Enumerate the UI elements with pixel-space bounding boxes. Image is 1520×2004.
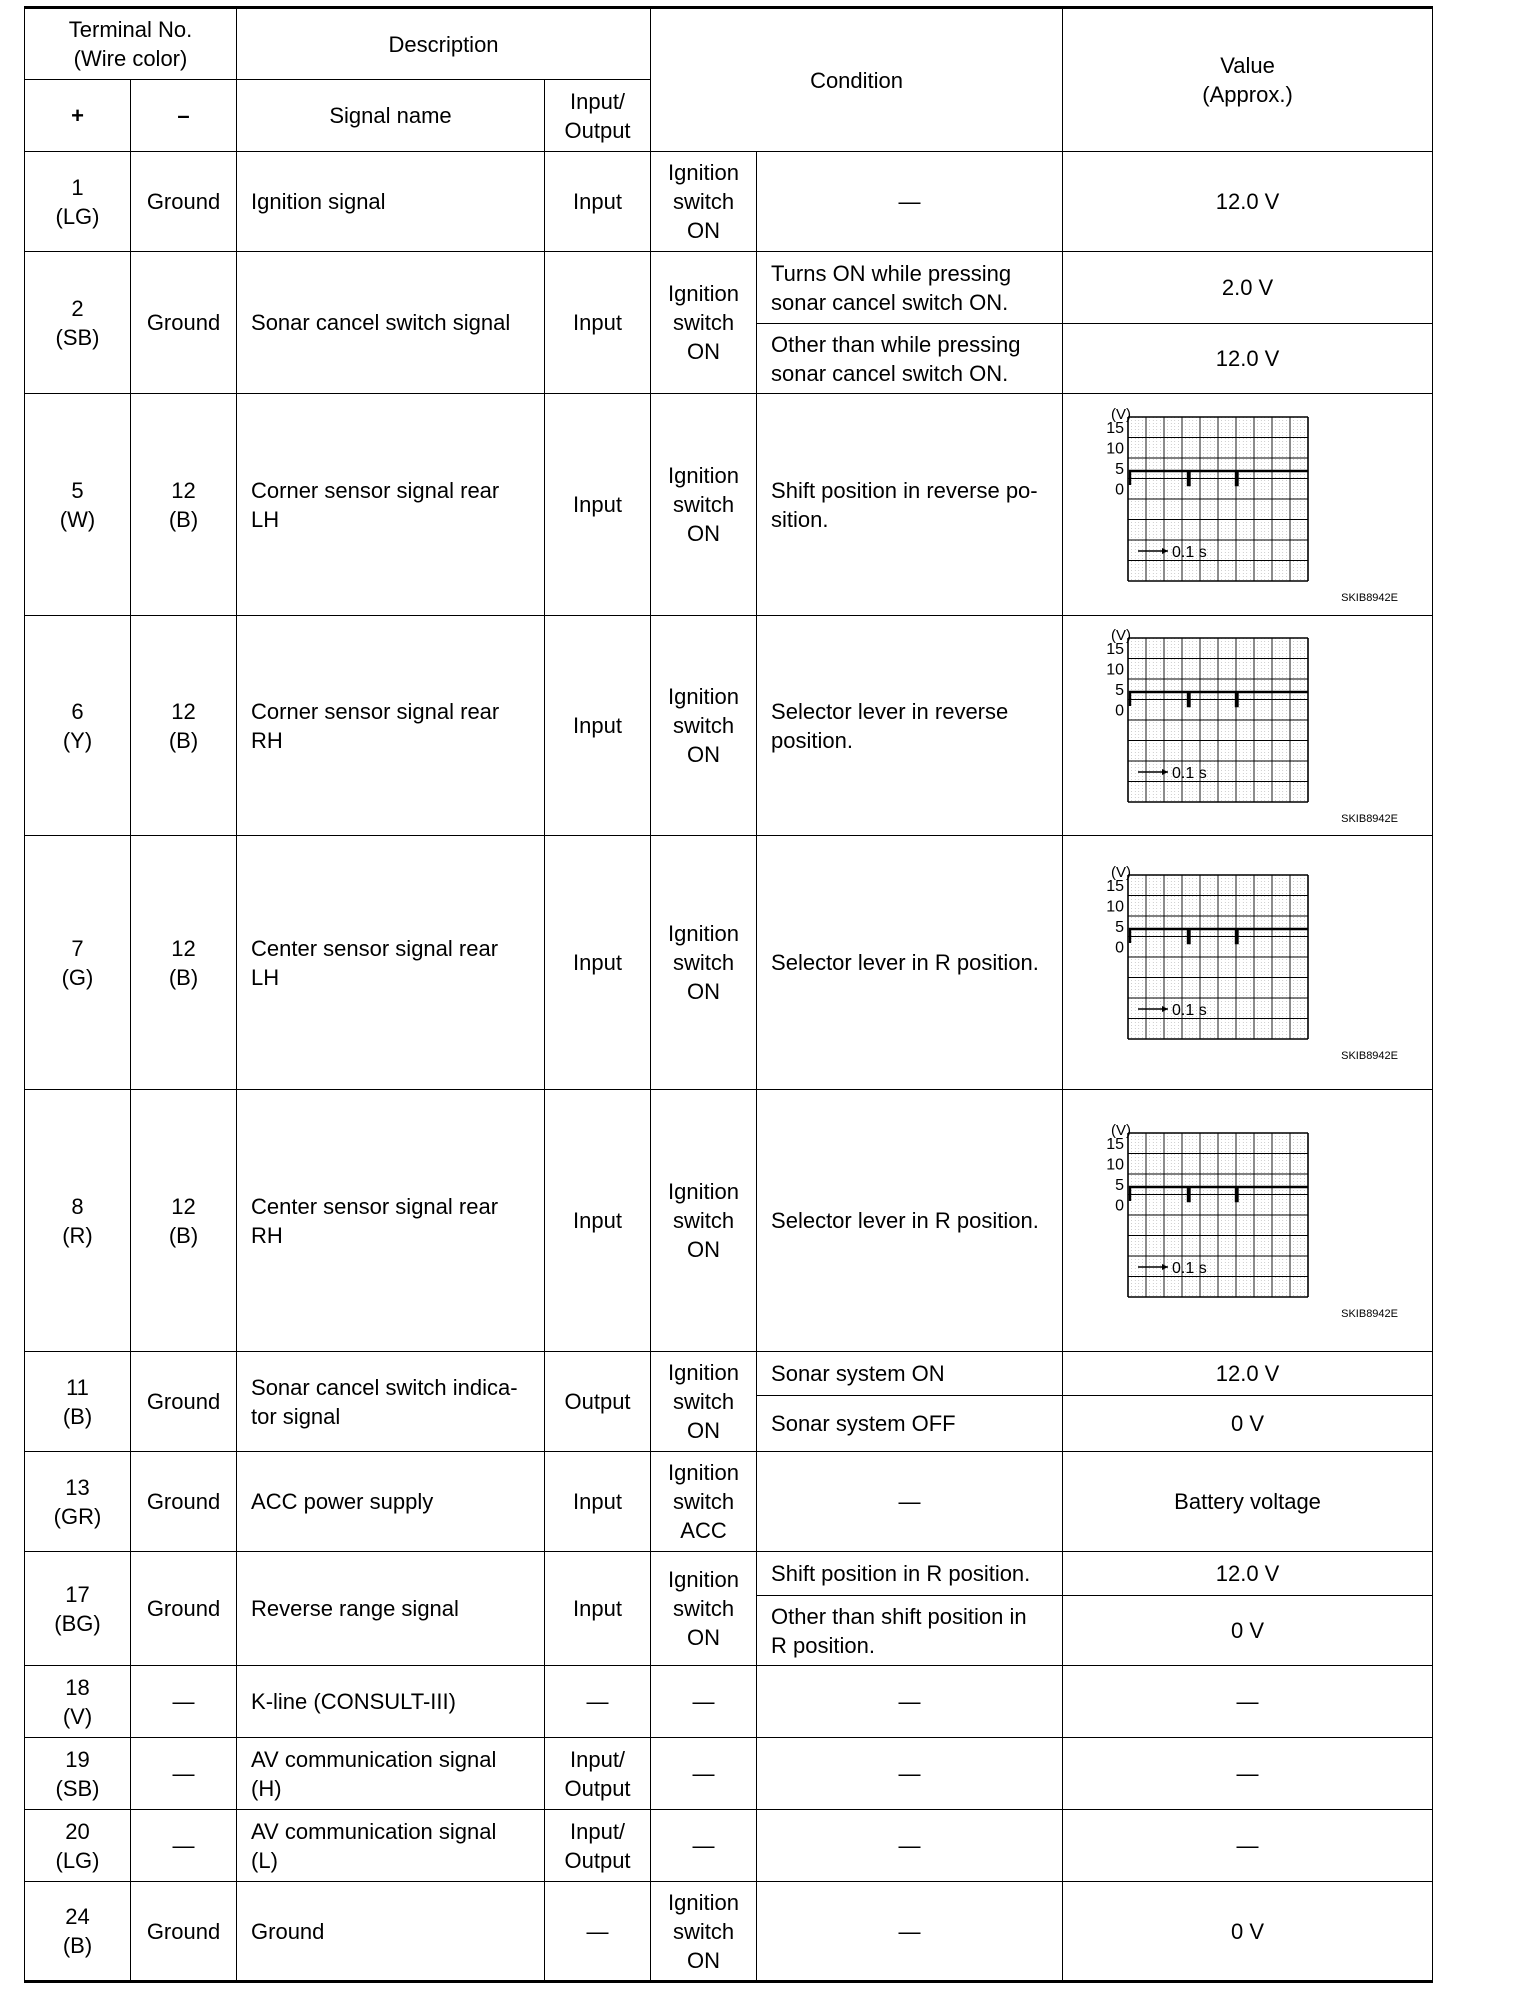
input-output-cell: Input: [545, 252, 651, 394]
scope-time-arrow: [1162, 1006, 1168, 1012]
scope-figure-code: SKIB8942E: [1340, 1307, 1398, 1320]
input-output-cell: Output: [545, 1352, 651, 1452]
input-output-cell: Input: [545, 616, 651, 836]
terminal-plus-cell: 24 (B): [25, 1882, 131, 1982]
terminal-minus-cell: Ground: [131, 1452, 237, 1552]
table-row: [25, 1090, 1433, 1352]
signal-name-cell: Center sensor signal rear RH: [237, 1090, 545, 1352]
input-output-cell: —: [545, 1666, 651, 1738]
condition-cell: Selector lever in R position.: [757, 836, 1063, 1090]
table-row: [25, 836, 1433, 1090]
scope-tick-label: 5: [1114, 1176, 1124, 1194]
waveform-scope: [1088, 863, 1408, 1063]
signal-name-cell: AV communication signal (L): [237, 1810, 545, 1882]
terminal-plus-cell: 2 (SB): [25, 252, 131, 394]
terminal-plus-cell: 5 (W): [25, 394, 131, 616]
waveform-scope: [1088, 626, 1408, 826]
ignition-switch-cell: Ignition switch ON: [651, 152, 757, 252]
condition-cell: Shift position in R position.: [757, 1552, 1063, 1596]
signal-name-cell: K-line (CONSULT-III): [237, 1666, 545, 1738]
scope-tick-label: 5: [1114, 918, 1124, 936]
table-body: [25, 152, 1433, 1982]
scope-unit-label: (V): [1110, 863, 1131, 881]
header-signal-name: Signal name: [237, 80, 545, 152]
value-cell: 2.0 V: [1063, 252, 1433, 324]
scope-time-arrow: [1162, 548, 1168, 554]
terminal-plus-cell: 18 (V): [25, 1666, 131, 1738]
condition-cell: Turns ON while pressing sonar cancel switch ON.: [757, 252, 1063, 324]
input-output-cell: Input: [545, 1090, 651, 1352]
terminal-plus-cell: 7 (G): [25, 836, 131, 1090]
condition-cell: Sonar system ON: [757, 1352, 1063, 1396]
terminal-minus-cell: Ground: [131, 152, 237, 252]
value-cell: Battery voltage: [1063, 1452, 1433, 1552]
table-row: [25, 1810, 1433, 1882]
terminal-plus-cell: 20 (LG): [25, 1810, 131, 1882]
header-input-output: Input/ Output: [545, 80, 651, 152]
signal-name-cell: AV communication signal (H): [237, 1738, 545, 1810]
table-row: [25, 394, 1433, 616]
condition-cell: —: [757, 1810, 1063, 1882]
terminal-table-page: [24, 6, 1432, 1983]
terminal-minus-cell: Ground: [131, 1882, 237, 1982]
ignition-switch-cell: Ignition switch ON: [651, 1352, 757, 1452]
scope-tick-label: 5: [1114, 681, 1124, 699]
value-cell: 12.0 V: [1063, 1552, 1433, 1596]
ignition-switch-cell: Ignition switch ON: [651, 836, 757, 1090]
header-plus: +: [25, 80, 131, 152]
scope-tick-label: 5: [1114, 460, 1124, 478]
terminal-minus-cell: 12 (B): [131, 616, 237, 836]
scope-tick-label: 15: [1105, 640, 1124, 658]
ignition-switch-cell: Ignition switch ACC: [651, 1452, 757, 1552]
scope-tick-label: 0: [1114, 702, 1124, 719]
value-cell: —: [1063, 1666, 1433, 1738]
signal-name-cell: Corner sensor signal rear LH: [237, 394, 545, 616]
value-waveform-cell: [1063, 836, 1433, 1090]
waveform-scope: [1088, 405, 1408, 605]
terminal-plus-cell: 19 (SB): [25, 1738, 131, 1810]
signal-name-cell: Reverse range signal: [237, 1552, 545, 1666]
condition-cell: —: [757, 1882, 1063, 1982]
waveform-scope: [1088, 1121, 1408, 1321]
scope-tick-label: 10: [1105, 440, 1124, 457]
terminal-minus-cell: 12 (B): [131, 836, 237, 1090]
condition-cell: Shift position in reverse po- sition.: [757, 394, 1063, 616]
header-description: Description: [237, 8, 651, 80]
terminal-minus-cell: 12 (B): [131, 1090, 237, 1352]
scope-tick-label: 10: [1105, 661, 1124, 678]
terminal-minus-cell: Ground: [131, 1352, 237, 1452]
header-value: Value (Approx.): [1063, 8, 1433, 152]
signal-name-cell: Ignition signal: [237, 152, 545, 252]
value-cell: —: [1063, 1738, 1433, 1810]
scope-time-label: 0.1 s: [1171, 764, 1207, 782]
condition-cell: —: [757, 1666, 1063, 1738]
terminal-plus-cell: 1 (LG): [25, 152, 131, 252]
scope-time-label: 0.1 s: [1171, 543, 1207, 561]
table-row: [25, 1552, 1433, 1596]
input-output-cell: Input: [545, 394, 651, 616]
value-cell: 12.0 V: [1063, 152, 1433, 252]
condition-cell: —: [757, 1452, 1063, 1552]
scope-unit-label: (V): [1110, 1121, 1131, 1139]
header-minus: –: [131, 80, 237, 152]
input-output-cell: Input: [545, 836, 651, 1090]
signal-name-cell: Ground: [237, 1882, 545, 1982]
terminal-minus-cell: Ground: [131, 1552, 237, 1666]
input-output-cell: Input/ Output: [545, 1810, 651, 1882]
table-row: [25, 616, 1433, 836]
scope-tick-label: 10: [1105, 1156, 1124, 1173]
scope-tick-label: 0: [1114, 481, 1124, 498]
ignition-switch-cell: Ignition switch ON: [651, 616, 757, 836]
signal-name-cell: Sonar cancel switch indica- tor signal: [237, 1352, 545, 1452]
ignition-switch-cell: Ignition switch ON: [651, 1882, 757, 1982]
ignition-switch-cell: Ignition switch ON: [651, 394, 757, 616]
table-row: [25, 1882, 1433, 1982]
input-output-cell: Input: [545, 1552, 651, 1666]
value-cell: —: [1063, 1810, 1433, 1882]
header-condition: Condition: [651, 8, 1063, 152]
terminal-plus-cell: 13 (GR): [25, 1452, 131, 1552]
scope-figure-code: SKIB8942E: [1340, 812, 1398, 825]
signal-name-cell: Center sensor signal rear LH: [237, 836, 545, 1090]
signal-name-cell: Sonar cancel switch signal: [237, 252, 545, 394]
ignition-switch-cell: —: [651, 1810, 757, 1882]
scope-figure-code: SKIB8942E: [1340, 1049, 1398, 1062]
scope-tick-label: 15: [1105, 1135, 1124, 1153]
condition-cell: Other than while pressing sonar cancel switch ON.: [757, 324, 1063, 394]
condition-cell: Selector lever in R position.: [757, 1090, 1063, 1352]
ignition-switch-cell: —: [651, 1666, 757, 1738]
scope-tick-label: 0: [1114, 939, 1124, 956]
input-output-cell: Input: [545, 152, 651, 252]
scope-tick-label: 15: [1105, 877, 1124, 895]
terminal-minus-cell: —: [131, 1810, 237, 1882]
ignition-switch-cell: Ignition switch ON: [651, 252, 757, 394]
table-row: [25, 1738, 1433, 1810]
scope-unit-label: (V): [1110, 405, 1131, 423]
terminal-plus-cell: 17 (BG): [25, 1552, 131, 1666]
terminal-minus-cell: —: [131, 1666, 237, 1738]
scope-time-label: 0.1 s: [1171, 1259, 1207, 1277]
terminal-plus-cell: 11 (B): [25, 1352, 131, 1452]
table-row: [25, 1452, 1433, 1552]
scope-tick-label: 15: [1105, 419, 1124, 437]
table-row: [25, 1352, 1433, 1396]
condition-cell: Selector lever in reverse position.: [757, 616, 1063, 836]
input-output-cell: Input/ Output: [545, 1738, 651, 1810]
scope-tick-label: 10: [1105, 898, 1124, 915]
input-output-cell: —: [545, 1882, 651, 1982]
value-waveform-cell: [1063, 616, 1433, 836]
scope-time-label: 0.1 s: [1171, 1001, 1207, 1019]
terminal-plus-cell: 6 (Y): [25, 616, 131, 836]
ignition-switch-cell: —: [651, 1738, 757, 1810]
signal-name-cell: ACC power supply: [237, 1452, 545, 1552]
value-cell: 0 V: [1063, 1396, 1433, 1452]
condition-cell: —: [757, 1738, 1063, 1810]
scope-tick-label: 0: [1114, 1197, 1124, 1214]
scope-time-arrow: [1162, 1264, 1168, 1270]
ignition-switch-cell: Ignition switch ON: [651, 1552, 757, 1666]
value-cell: 0 V: [1063, 1596, 1433, 1666]
scope-figure-code: SKIB8942E: [1340, 591, 1398, 604]
condition-cell: Other than shift position in R position.: [757, 1596, 1063, 1666]
condition-cell: —: [757, 152, 1063, 252]
table-row: [25, 252, 1433, 324]
value-cell: 12.0 V: [1063, 324, 1433, 394]
scope-unit-label: (V): [1110, 626, 1131, 644]
scope-time-arrow: [1162, 769, 1168, 775]
value-cell: 0 V: [1063, 1882, 1433, 1982]
header-terminal-no: Terminal No. (Wire color): [25, 8, 237, 80]
value-cell: 12.0 V: [1063, 1352, 1433, 1396]
terminal-plus-cell: 8 (R): [25, 1090, 131, 1352]
value-waveform-cell: [1063, 394, 1433, 616]
ignition-switch-cell: Ignition switch ON: [651, 1090, 757, 1352]
terminal-table: [24, 6, 1433, 1983]
terminal-minus-cell: Ground: [131, 252, 237, 394]
condition-cell: Sonar system OFF: [757, 1396, 1063, 1452]
signal-name-cell: Corner sensor signal rear RH: [237, 616, 545, 836]
terminal-minus-cell: 12 (B): [131, 394, 237, 616]
input-output-cell: Input: [545, 1452, 651, 1552]
terminal-minus-cell: —: [131, 1738, 237, 1810]
table-row: [25, 152, 1433, 252]
table-row: [25, 1666, 1433, 1738]
value-waveform-cell: [1063, 1090, 1433, 1352]
